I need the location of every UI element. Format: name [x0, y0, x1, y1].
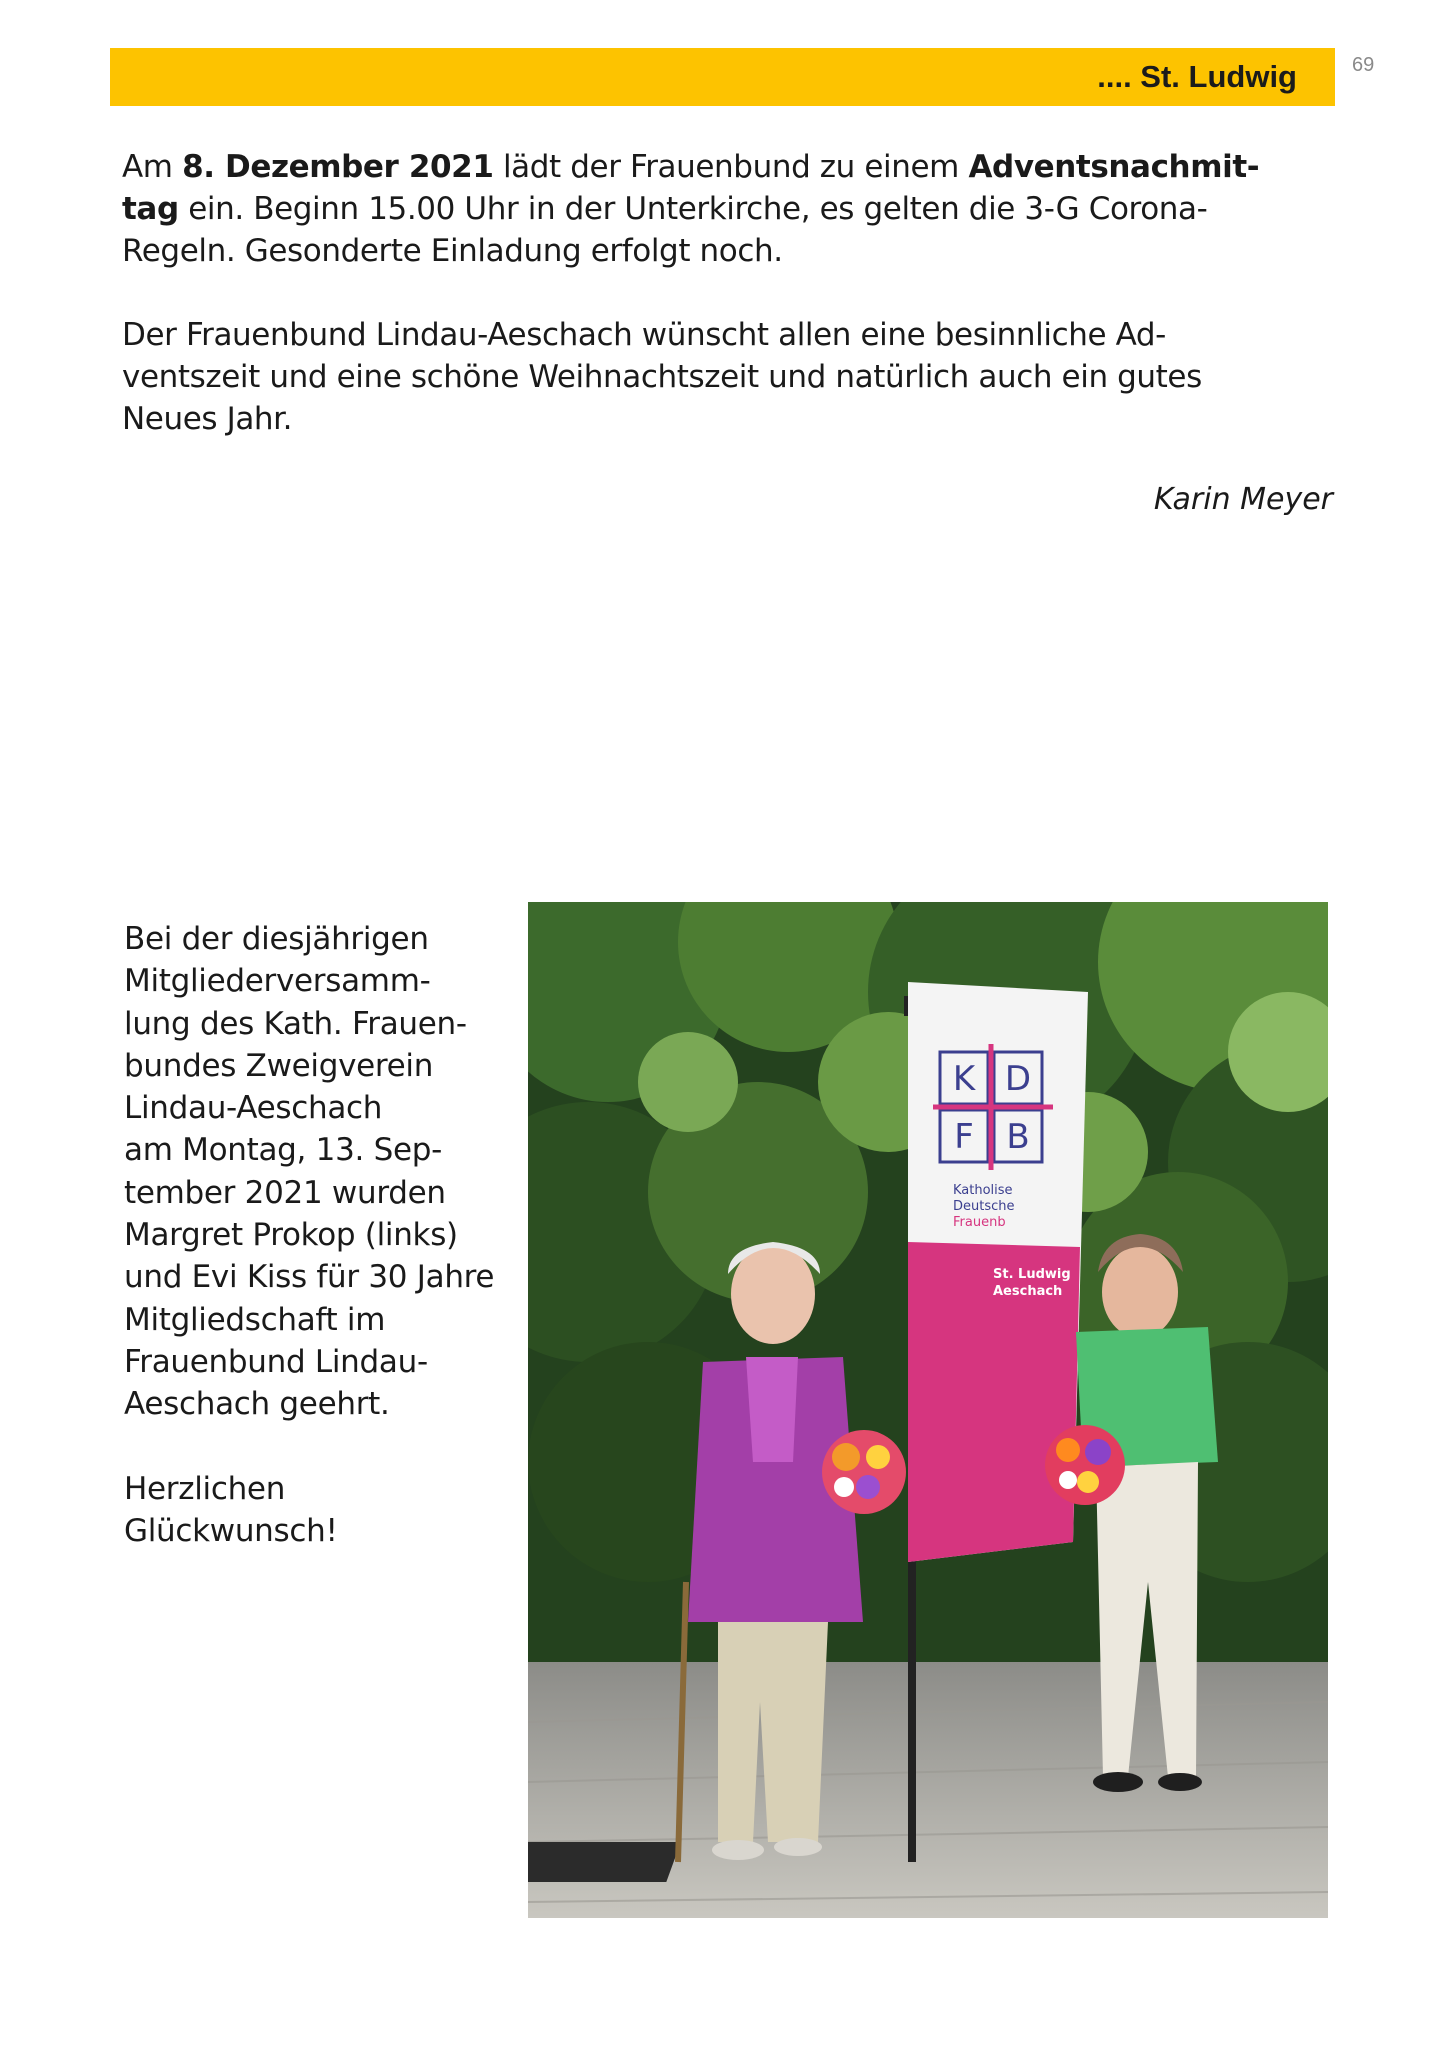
- section-title: .... St. Ludwig: [1097, 59, 1297, 94]
- bouquet-right: [1045, 1425, 1125, 1505]
- event-date: 8. Dezember 2021: [182, 149, 494, 185]
- text-run: Regeln. Gesonderte Einladung erfolgt noch.: [122, 233, 783, 269]
- intro-paragraph: [122, 146, 1322, 272]
- bouquet-left: [822, 1430, 906, 1514]
- spacer: [124, 1426, 524, 1468]
- page-number: 69: [1352, 54, 1375, 76]
- author-signature: Karin Meyer: [1153, 482, 1333, 517]
- logo-text: Deutsche: [953, 1199, 1015, 1214]
- logo-letter: B: [1006, 1117, 1030, 1157]
- caption-line: Bei der diesjährigen: [124, 921, 429, 957]
- caption-line: Mitgliederversamm-: [124, 963, 431, 1000]
- caption-line: bundes Zweigverein: [124, 1047, 434, 1084]
- caption-line: tember 2021 wurden: [124, 1174, 446, 1211]
- banner-location: Aeschach: [993, 1284, 1063, 1299]
- photo-caption: [124, 918, 524, 1552]
- event-name-cont: tag: [122, 191, 179, 227]
- caption-line: Margret Prokop (links): [124, 1217, 458, 1254]
- closing-line: Herzlichen: [124, 1470, 286, 1507]
- caption-line: Aeschach geehrt.: [124, 1386, 390, 1423]
- text-run: lädt der Frauenbund zu einem: [493, 149, 969, 185]
- banner-location: St. Ludwig: [993, 1267, 1071, 1282]
- caption-line: und Evi Kiss für 30 Jahre: [124, 1259, 495, 1296]
- photo-illustration: [528, 902, 1328, 1918]
- text-line: ventszeit und eine schöne Weihnachtszeit und natürlich auch ein gutes: [122, 359, 1202, 395]
- caption-line: am Montag, 13. Sep-: [124, 1132, 443, 1169]
- logo-text: Katholise: [953, 1183, 1013, 1198]
- members-photo: [528, 902, 1328, 1918]
- text-run: Am: [122, 149, 183, 185]
- caption-line: Mitgliedschaft im: [124, 1301, 386, 1338]
- text-run: ein. Beginn 15.00 Uhr in der Unterkirche, es gelten die 3-G Corona-: [178, 191, 1208, 227]
- text-line: Neues Jahr.: [122, 401, 293, 437]
- event-name: Adventsnachmit-: [968, 149, 1260, 185]
- logo-letter: F: [954, 1117, 974, 1157]
- logo-letter: D: [1004, 1059, 1032, 1099]
- header-bar: [110, 48, 1335, 106]
- caption-line: Lindau-Aeschach: [124, 1090, 383, 1127]
- caption-line: lung des Kath. Frauen-: [124, 1005, 467, 1042]
- banner-base: [528, 1842, 681, 1882]
- caption-line: Frauenbund Lindau-: [124, 1343, 428, 1380]
- text-line: Der Frauenbund Lindau-Aeschach wünscht allen eine besinnliche Ad-: [122, 317, 1166, 353]
- logo-text: Frauenb: [953, 1215, 1006, 1230]
- logo-letter: K: [952, 1059, 976, 1099]
- greeting-paragraph: [122, 314, 1322, 440]
- closing-line: Glückwunsch!: [124, 1512, 338, 1549]
